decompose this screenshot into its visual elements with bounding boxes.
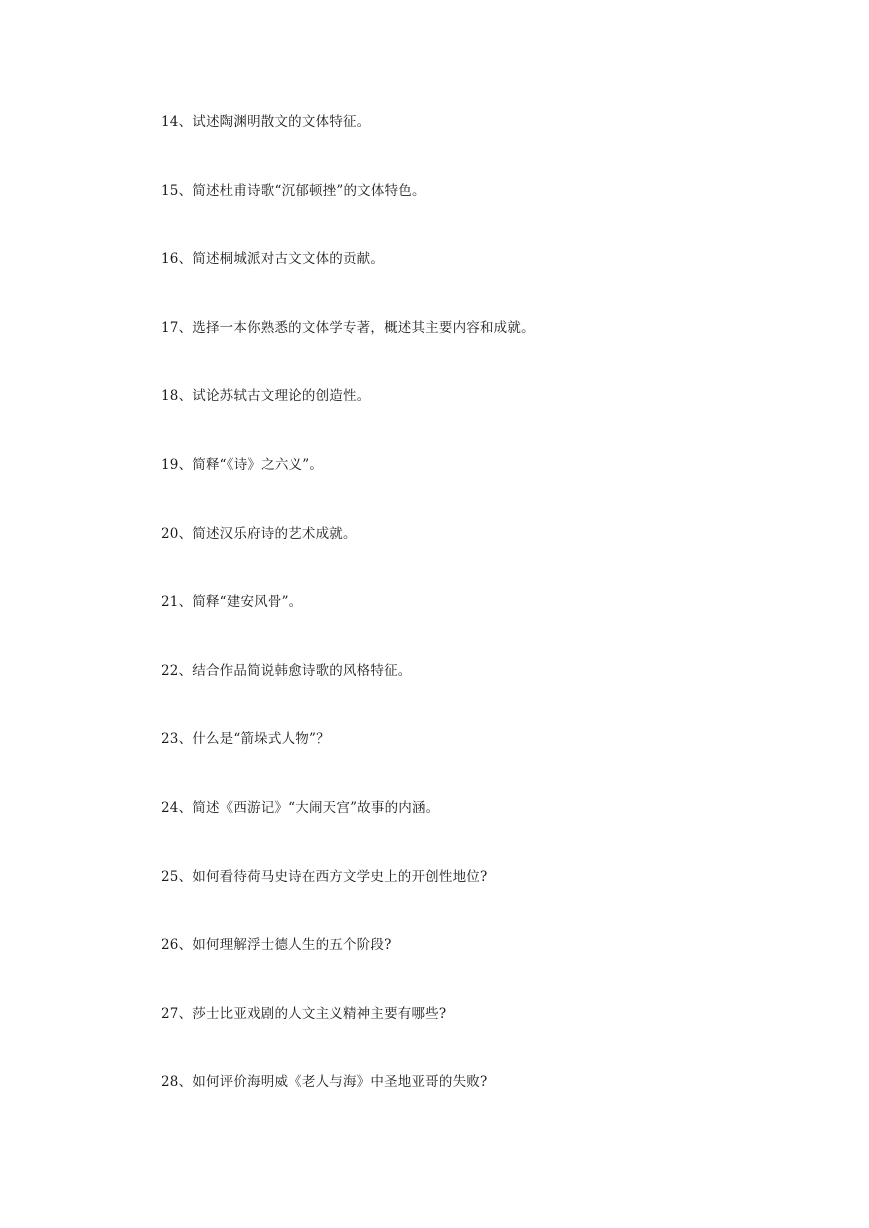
question-item: 17、选择一本你熟悉的文体学专著，概述其主要内容和成就。 [161,319,535,336]
question-item: 25、如何看待荷马史诗在西方文学史上的开创性地位? [161,868,488,885]
question-item: 14、试述陶渊明散文的文体特征。 [161,114,371,130]
question-item: 26、如何理解浮士德人生的五个阶段? [161,937,392,954]
question-item: 28、如何评价海明威《老人与海》中圣地亚哥的失败? [161,1074,488,1091]
question-item: 20、简述汉乐府诗的艺术成就。 [161,525,357,542]
question-item: 16、简述桐城派对古文文体的贡献。 [161,251,385,268]
question-item: 21、简释“建安风骨”。 [161,594,303,611]
question-list [161,112,535,1141]
question-item: 23、什么是“箭垛式人物”？ [161,731,330,748]
question-item: 24、简述《西游记》“大闹天宫”故事的内涵。 [161,799,440,816]
question-item: 22、结合作品简说韩愈诗歌的风格特征。 [161,662,412,679]
question-item: 18、试论苏轼古文理论的创造性。 [161,388,371,405]
question-item: 15、简述杜甫诗歌“沉郁顿挫”的文体特色。 [161,182,426,199]
question-item: 27、莎士比亚戏剧的人文主义精神主要有哪些? [161,1005,447,1022]
question-item: 19、简释“《诗》之六义”。 [161,456,324,473]
